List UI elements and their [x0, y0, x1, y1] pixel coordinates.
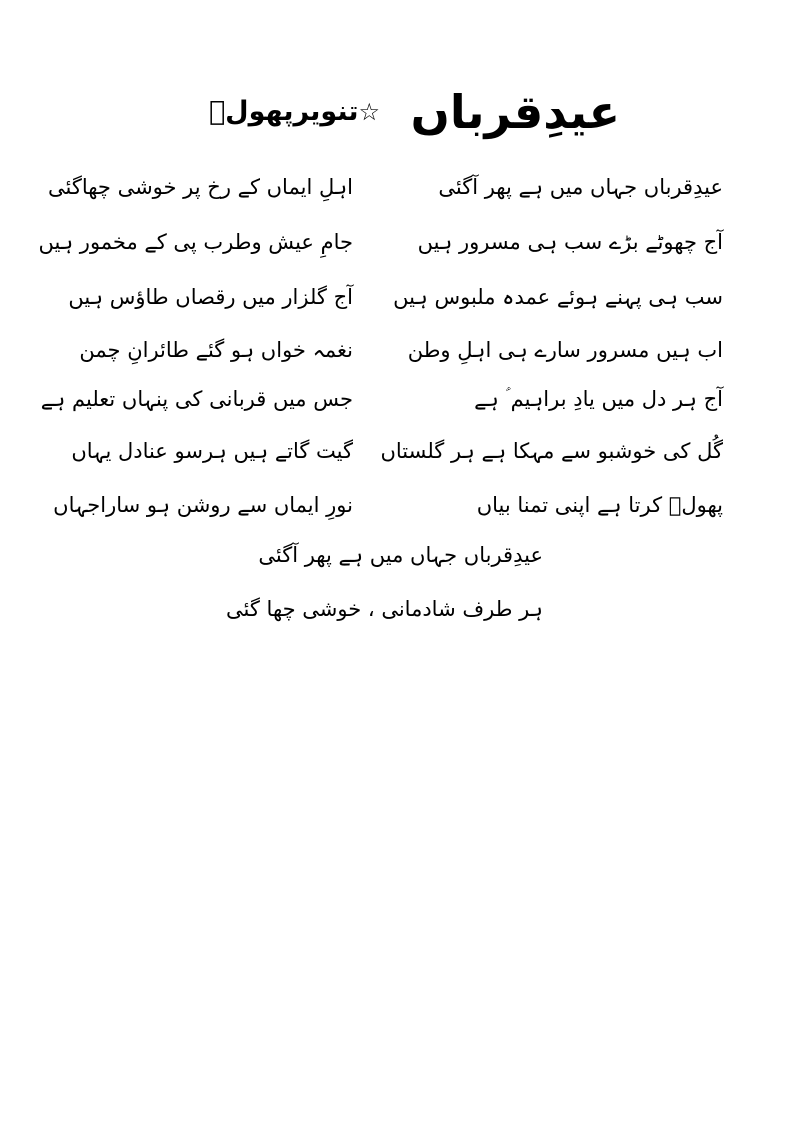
- chorus-line-2: ہر طرف شادمانی ، خوشی چھا گئی: [226, 597, 543, 621]
- verse-line-4-second: نغمہ خواں ہو گئے طائرانِ چمن: [79, 338, 353, 362]
- verse-line-7-first: پھولؔ کرتا ہے اپنی تمنا بیاں: [476, 493, 723, 517]
- star-icon: ☆: [358, 98, 380, 126]
- verse-line-3-second: آج گلزار میں رقصاں طاؤس ہیں: [68, 285, 353, 309]
- verse-line-2-second: جامِ عیش وطرب پی کے مخمور ہیں: [38, 230, 353, 254]
- verse-line-6-first: گُل کی خوشبو سے مہکا ہے ہر گلستاں: [380, 439, 723, 463]
- verse-line-5-first: آج ہر دل میں یادِ براہیم ؑ ہے: [474, 387, 723, 411]
- chorus-line-1: عیدِقرباں جہاں میں ہے پھر آگئی: [258, 543, 543, 567]
- verse-line-6-second: گیت گاتے ہیں ہرسو عنادل یہاں: [71, 439, 353, 463]
- verse-line-1-second: اہلِ ایماں کے رخ پر خوشی چھاگئی: [48, 175, 353, 199]
- verse-line-2-first: آج چھوٹے بڑے سب ہی مسرور ہیں: [417, 230, 723, 254]
- verse-line-3-first: سب ہی پہنے ہوئے عمدہ ملبوس ہیں: [393, 285, 723, 309]
- poem-title: عیدِقرباں: [410, 85, 620, 139]
- poet-credit: [208, 92, 380, 132]
- verse-line-4-first: اب ہیں مسرور سارے ہی اہلِ وطن: [407, 338, 723, 362]
- poet-name: تنویرپھولؔ: [208, 96, 359, 127]
- verse-line-5-second: جس میں قربانی کی پنہاں تعلیم ہے: [40, 387, 353, 411]
- verse-line-7-second: نورِ ایماں سے روشن ہو ساراجہاں: [53, 493, 353, 517]
- verse-line-1-first: عیدِقرباں جہاں میں ہے پھر آگئی: [438, 175, 723, 199]
